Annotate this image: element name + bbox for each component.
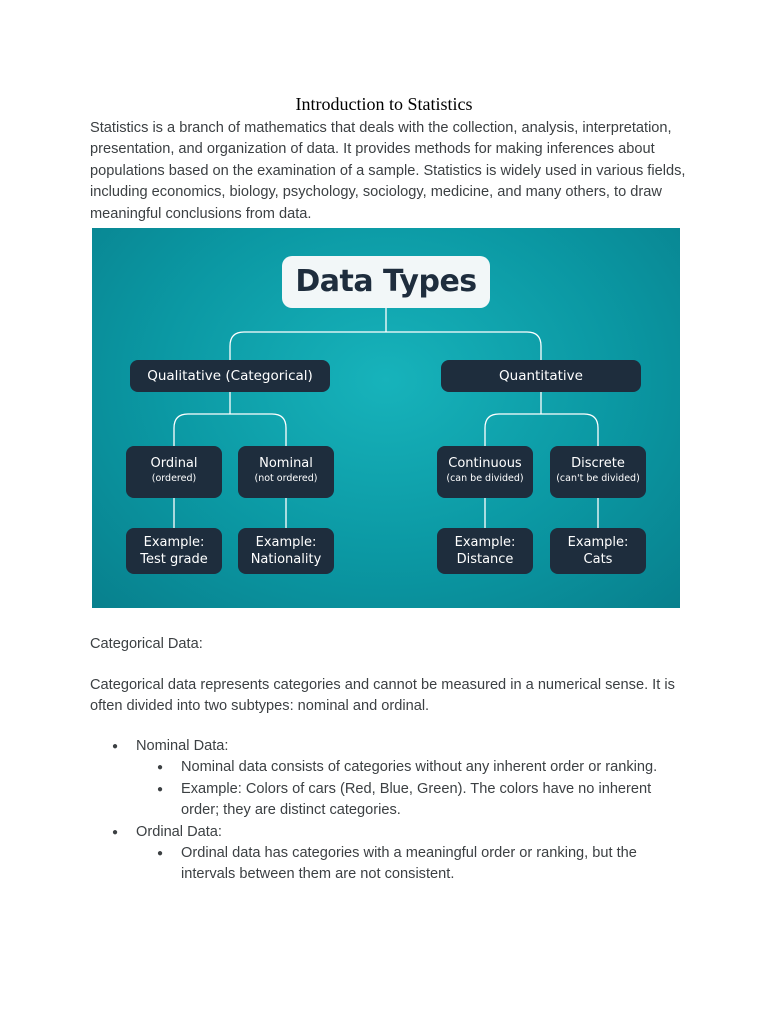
quantitative-box: Quantitative [441, 360, 641, 392]
discrete-box [550, 446, 646, 498]
section-heading: Categorical Data: [90, 636, 203, 652]
ordinal-box [126, 446, 222, 498]
ordinal-example-box [126, 528, 222, 574]
nominal-box [238, 446, 334, 498]
discrete-example-box [550, 528, 646, 574]
bullet-list [90, 736, 690, 886]
connector-top-branch [230, 332, 541, 360]
discrete-note: (can't be divided) [556, 473, 640, 484]
continuous-example-label: Example: [454, 535, 516, 550]
bullet-nominal: ● Nominal Data: [90, 736, 690, 757]
nominal-example-label: Example: [255, 535, 317, 550]
bullet-ordinal-definition: ● Ordinal data has categories with a meaningful order or ranking, but the intervals between them are not consistent. [90, 843, 690, 886]
ordinal-example-label: Example: [143, 535, 205, 550]
bullet-nominal-definition: ● Nominal data consists of categories without any inherent order or ranking. [90, 757, 690, 778]
qualitative-box: Qualitative (Categorical) [130, 360, 330, 392]
discrete-example-value: Cats [583, 552, 613, 567]
connector-qual-branch [174, 414, 286, 446]
ordinal-example-value: Test grade [140, 552, 208, 567]
continuous-box [437, 446, 533, 498]
bullet-ordinal: ● Ordinal Data: [90, 822, 690, 843]
discrete-example-label: Example: [567, 535, 629, 550]
continuous-label: Continuous [448, 456, 522, 471]
continuous-note: (can be divided) [446, 473, 524, 484]
continuous-example-box [437, 528, 533, 574]
nominal-example-value: Nationality [250, 552, 322, 567]
nominal-note: (not ordered) [254, 473, 318, 484]
nominal-label: Nominal [259, 456, 313, 471]
discrete-label: Discrete [571, 456, 625, 471]
data-types-diagram [92, 228, 680, 608]
document-title: Introduction to Statistics [295, 94, 473, 114]
ordinal-label: Ordinal [150, 456, 198, 471]
nominal-example-box [238, 528, 334, 574]
ordinal-note: (ordered) [151, 473, 197, 484]
connector-quant-branch [485, 414, 598, 446]
diagram-title: Data Types [282, 256, 490, 308]
bullet-nominal-example: ● Example: Colors of cars (Red, Blue, Green). The colors have no inherent order; they are distinct categories. [90, 779, 690, 822]
section-paragraph: Categorical data represents categories and cannot be measured in a numerical sense. It is often divided into two subtypes: nominal and ordinal. [90, 677, 675, 715]
continuous-example-value: Distance [456, 552, 514, 567]
intro-paragraph: Statistics is a branch of mathematics that deals with the collection, analysis, interpretation, presentation, and organization of data. It provides methods for making inferences about populations based on the examination of a sample. Statistics is widely used in various fields, including economics, biology, psychology, sociology, medicine, and many others, to draw meaningful conclusions from data. [90, 120, 686, 222]
